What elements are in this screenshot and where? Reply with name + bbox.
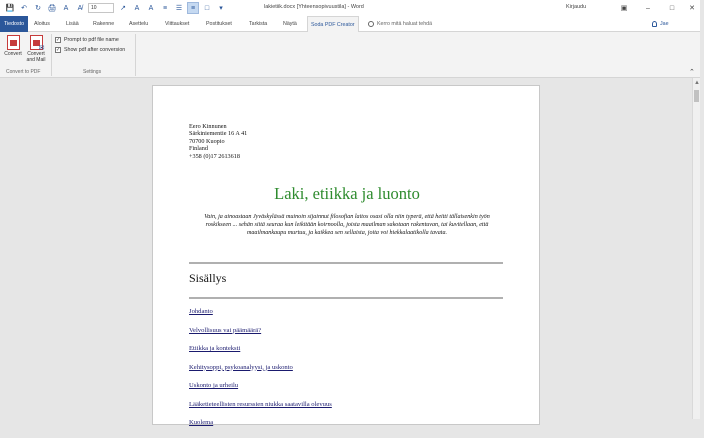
collapse-ribbon-icon[interactable]: ⌃ <box>689 69 695 76</box>
font-size-select[interactable]: 10 <box>88 3 114 13</box>
address-line: Eero Kinnunen <box>189 123 227 130</box>
toc-heading: Sisällys <box>189 271 227 285</box>
vertical-scrollbar[interactable] <box>692 78 700 419</box>
share-label: Jae <box>660 21 669 27</box>
tab-tarkista[interactable]: Tarkista <box>249 21 268 27</box>
group-label-settings: Settings <box>83 69 102 75</box>
document-page[interactable] <box>152 85 540 425</box>
address-line: +358 (0)17 2613618 <box>189 152 240 160</box>
align-left-icon[interactable]: ≡ <box>187 2 199 14</box>
show-pdf-label: Show pdf after conversion <box>64 47 126 53</box>
group-separator <box>135 34 136 76</box>
customize-qat-icon[interactable]: ▾ <box>219 5 223 12</box>
prompt-label: Prompt to pdf file name <box>64 37 119 43</box>
toc-link[interactable]: Uskonto ja urheilu <box>189 382 239 389</box>
tell-me-search[interactable] <box>368 16 432 32</box>
tab-viittaukset[interactable]: Viittaukset <box>165 21 190 27</box>
toc-link[interactable]: Kehitysoppi, psykoanalyysi, ja uskonto <box>189 363 293 371</box>
tab-aloitus[interactable]: Aloitus <box>34 21 50 27</box>
convert-mail-label-1: Convert <box>27 51 45 57</box>
tab-postitukset[interactable]: Postitukset <box>206 21 232 27</box>
tab-soda-pdf-creator[interactable]: Soda PDF Creator <box>307 16 359 33</box>
sign-in-link[interactable]: Kirjaudu <box>566 4 587 10</box>
quick-access-toolbar <box>0 0 229 16</box>
horizontal-rule <box>189 297 503 299</box>
highlight-icon[interactable]: A̸ <box>77 4 83 12</box>
toc-link[interactable]: Velvollisuus vai päämäärä? <box>189 326 262 334</box>
address-line: 70700 Kuopio <box>189 137 225 145</box>
tab-rakenne[interactable]: Rakenne <box>93 21 115 27</box>
ribbon <box>0 32 700 78</box>
print-preview-icon[interactable]: 🖨 <box>47 5 57 12</box>
new-document-icon[interactable]: □ <box>204 4 210 12</box>
scroll-up-icon[interactable]: ▲ <box>694 80 700 86</box>
intro-quote: Vain, ja ainoastaan Jyväskylässä muinoin sijainnut filosofian laitos osasi olla niin typerä, että heitti tällaisenkin työn roskikseen ... sehän siitä seuraa kun leikitään koirnoolla, joista maailman sakotaan rakentuvan, tai kuvitellaan, että maailmankaupu murtuu, ja kaikkea sen sellaista, joita voi hiekkalaatikolla tavata. <box>204 214 490 237</box>
font-color-icon[interactable]: A <box>63 4 69 12</box>
address-line: Finland <box>189 145 208 153</box>
undo-icon[interactable]: ↶ <box>21 5 27 12</box>
minimize-icon[interactable]: – <box>646 4 650 12</box>
bullets-icon[interactable]: ☰ <box>175 5 183 12</box>
numbering-icon[interactable]: ≡ <box>162 4 168 12</box>
check-icon: ✓ <box>56 37 61 43</box>
document-title: Laki, etiikka ja luonto <box>274 184 420 203</box>
save-icon[interactable]: 💾 <box>5 5 15 12</box>
tab-file[interactable]: Tiedosto <box>0 16 28 32</box>
ribbon-tabs <box>0 16 700 32</box>
person-icon <box>652 21 657 27</box>
tell-me-label: Kerro mitä haluat tehdä <box>377 21 433 27</box>
tab-lisaa[interactable]: Lisää <box>66 21 79 27</box>
toc-link[interactable]: Etiikka ja konteksti <box>189 345 241 352</box>
table-of-contents <box>189 308 509 438</box>
toc-link[interactable]: Kuolema <box>189 419 214 426</box>
window-title: lakietiik.docx [Yhteensopivuustila] - Word <box>264 4 364 10</box>
sender-address <box>189 123 247 160</box>
convert-label: Convert <box>4 51 22 57</box>
group-label-convert: Convert to PDF <box>6 69 41 75</box>
group-separator <box>51 34 52 76</box>
ribbon-display-icon[interactable]: ▣ <box>620 5 628 12</box>
convert-mail-label-2: and Mail <box>26 57 46 63</box>
tab-nayta[interactable]: Näytä <box>283 21 297 27</box>
lightbulb-icon <box>368 21 374 27</box>
maximize-icon[interactable]: □ <box>669 4 675 12</box>
toc-link[interactable]: Johdanto <box>189 308 213 315</box>
grow-font-icon[interactable]: ↗ <box>120 5 126 12</box>
scroll-thumb[interactable] <box>694 90 699 102</box>
horizontal-rule <box>189 262 503 264</box>
check-icon: ✓ <box>56 47 61 53</box>
pdf-mail-icon <box>30 35 43 50</box>
address-line: Särkiniementie 16 A 41 <box>189 130 248 138</box>
title-bar <box>0 0 700 16</box>
toc-link[interactable]: Lääketieteellisten resurssien niukka saatavilla olevuus <box>189 400 332 408</box>
share-button[interactable] <box>652 16 669 32</box>
pdf-icon <box>7 35 20 50</box>
prompt-checkbox[interactable] <box>55 36 119 44</box>
shrink-font-icon[interactable]: A <box>134 4 140 12</box>
clear-format-icon[interactable]: A <box>148 4 154 12</box>
convert-and-mail-button[interactable] <box>24 35 48 63</box>
convert-button[interactable] <box>2 35 24 57</box>
show-pdf-checkbox[interactable] <box>55 46 125 54</box>
close-icon[interactable]: ✕ <box>689 5 695 12</box>
redo-icon[interactable]: ↻ <box>35 5 41 12</box>
tab-asettelu[interactable]: Asettelu <box>129 21 149 27</box>
